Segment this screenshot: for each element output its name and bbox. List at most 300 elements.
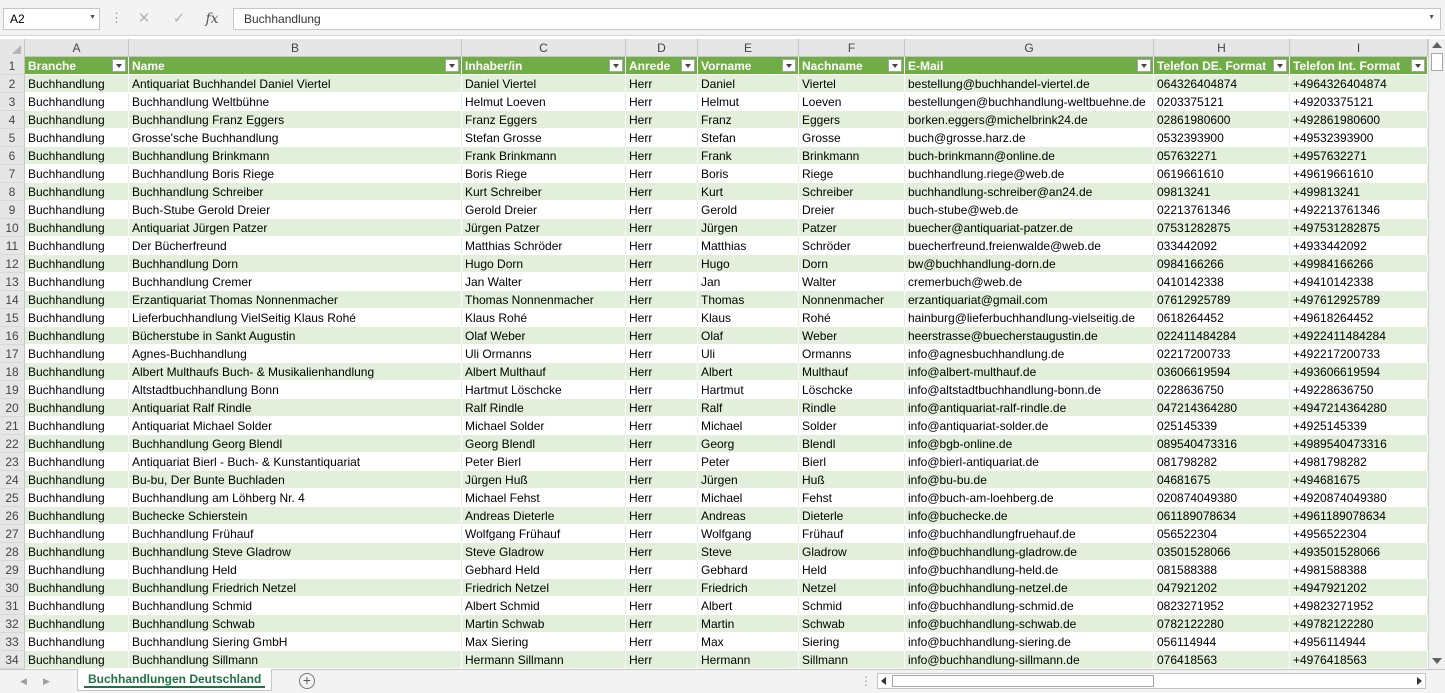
table-cell[interactable] [1154,201,1290,219]
table-cell[interactable] [626,651,698,669]
table-cell[interactable] [1154,273,1290,291]
sheet-tab-buchhandlungen[interactable]: Buchhandlungen Deutschland [77,669,272,691]
table-cell[interactable] [799,75,905,93]
table-cell[interactable] [1154,219,1290,237]
row-header[interactable]: 4 [0,111,25,129]
table-cell[interactable] [25,525,129,543]
row-header[interactable]: 33 [0,633,25,651]
header-cell[interactable] [626,57,698,75]
table-cell[interactable] [1154,255,1290,273]
table-cell[interactable] [905,327,1154,345]
check-icon[interactable]: ✓ [172,10,186,27]
table-cell[interactable] [799,129,905,147]
table-cell[interactable] [462,615,626,633]
chevron-down-icon[interactable]: ▼ [89,14,96,21]
table-cell[interactable] [698,435,799,453]
table-cell[interactable] [25,633,129,651]
table-cell[interactable] [25,471,129,489]
table-cell[interactable] [698,543,799,561]
table-cell[interactable] [1290,291,1428,309]
table-cell[interactable] [25,165,129,183]
table-cell[interactable] [1154,633,1290,651]
table-cell[interactable] [698,345,799,363]
table-cell[interactable] [626,129,698,147]
table-cell[interactable] [462,471,626,489]
table-cell[interactable] [698,471,799,489]
table-cell[interactable] [25,597,129,615]
row-header[interactable]: 26 [0,507,25,525]
table-cell[interactable] [905,129,1154,147]
table-cell[interactable] [462,327,626,345]
table-cell[interactable] [129,525,462,543]
table-cell[interactable] [462,489,626,507]
table-cell[interactable] [626,237,698,255]
table-cell[interactable] [799,309,905,327]
table-cell[interactable] [905,237,1154,255]
table-cell[interactable] [1154,345,1290,363]
filter-dropdown-icon[interactable] [112,59,126,72]
table-cell[interactable] [129,93,462,111]
table-cell[interactable] [799,201,905,219]
table-cell[interactable] [25,345,129,363]
table-cell[interactable] [129,273,462,291]
header-cell[interactable] [25,57,129,75]
table-cell[interactable] [799,273,905,291]
table-cell[interactable] [1290,561,1428,579]
table-cell[interactable] [1290,417,1428,435]
table-cell[interactable] [129,453,462,471]
table-cell[interactable] [1290,201,1428,219]
column-header-b[interactable]: B [129,39,462,57]
select-all-button[interactable] [0,39,25,57]
table-cell[interactable] [698,237,799,255]
table-cell[interactable] [698,309,799,327]
row-header[interactable]: 30 [0,579,25,597]
table-cell[interactable] [25,111,129,129]
scroll-left-icon[interactable] [881,677,886,685]
table-cell[interactable] [462,525,626,543]
table-cell[interactable] [25,489,129,507]
table-cell[interactable] [129,75,462,93]
table-cell[interactable] [129,201,462,219]
table-cell[interactable] [905,309,1154,327]
table-cell[interactable] [1154,453,1290,471]
table-cell[interactable] [25,417,129,435]
table-cell[interactable] [1290,435,1428,453]
table-cell[interactable] [1154,381,1290,399]
row-header[interactable]: 3 [0,93,25,111]
table-cell[interactable] [1290,543,1428,561]
header-cell[interactable] [698,57,799,75]
table-cell[interactable] [462,507,626,525]
table-cell[interactable] [1290,471,1428,489]
table-cell[interactable] [799,507,905,525]
table-cell[interactable] [462,75,626,93]
filter-dropdown-icon[interactable] [782,59,796,72]
table-cell[interactable] [698,93,799,111]
table-cell[interactable] [25,237,129,255]
table-cell[interactable] [129,309,462,327]
table-cell[interactable] [129,507,462,525]
table-cell[interactable] [799,471,905,489]
table-cell[interactable] [129,291,462,309]
filter-dropdown-icon[interactable] [888,59,902,72]
row-header[interactable]: 20 [0,399,25,417]
table-cell[interactable] [799,165,905,183]
table-cell[interactable] [129,435,462,453]
table-cell[interactable] [799,435,905,453]
table-cell[interactable] [905,183,1154,201]
table-cell[interactable] [626,327,698,345]
table-cell[interactable] [129,471,462,489]
table-cell[interactable] [626,615,698,633]
filter-dropdown-icon[interactable] [1411,59,1425,72]
table-cell[interactable] [905,345,1154,363]
scroll-up-icon[interactable] [1432,42,1442,48]
table-cell[interactable] [698,147,799,165]
table-cell[interactable] [1154,525,1290,543]
table-cell[interactable] [905,381,1154,399]
table-cell[interactable] [799,291,905,309]
table-cell[interactable] [462,237,626,255]
table-cell[interactable] [129,417,462,435]
row-header[interactable]: 27 [0,525,25,543]
table-cell[interactable] [129,129,462,147]
table-cell[interactable] [1154,417,1290,435]
header-cell[interactable] [129,57,462,75]
add-sheet-button[interactable]: + [299,673,315,689]
row-header[interactable]: 17 [0,345,25,363]
table-cell[interactable] [626,201,698,219]
table-cell[interactable] [462,381,626,399]
table-cell[interactable] [698,201,799,219]
table-cell[interactable] [25,219,129,237]
table-cell[interactable] [1290,363,1428,381]
table-cell[interactable] [1290,309,1428,327]
table-cell[interactable] [905,579,1154,597]
row-header[interactable]: 18 [0,363,25,381]
table-cell[interactable] [462,273,626,291]
table-cell[interactable] [1290,651,1428,669]
column-header-f[interactable]: F [799,39,905,57]
table-cell[interactable] [626,399,698,417]
table-cell[interactable] [905,255,1154,273]
table-cell[interactable] [905,165,1154,183]
table-cell[interactable] [698,111,799,129]
table-cell[interactable] [1154,93,1290,111]
table-cell[interactable] [799,417,905,435]
table-cell[interactable] [1154,543,1290,561]
table-cell[interactable] [698,129,799,147]
table-cell[interactable] [129,633,462,651]
table-cell[interactable] [25,363,129,381]
filter-dropdown-icon[interactable] [445,59,459,72]
table-cell[interactable] [905,417,1154,435]
close-icon[interactable]: ✕ [137,10,151,27]
table-cell[interactable] [698,453,799,471]
table-cell[interactable] [129,147,462,165]
scroll-down-icon[interactable] [1432,658,1442,664]
row-header[interactable]: 34 [0,651,25,669]
table-cell[interactable] [626,435,698,453]
table-cell[interactable] [25,507,129,525]
table-cell[interactable] [462,633,626,651]
table-cell[interactable] [799,651,905,669]
table-cell[interactable] [698,615,799,633]
table-cell[interactable] [626,471,698,489]
table-cell[interactable] [1154,507,1290,525]
table-cell[interactable] [799,345,905,363]
table-cell[interactable] [799,579,905,597]
table-cell[interactable] [129,381,462,399]
header-cell[interactable] [905,57,1154,75]
row-header[interactable]: 10 [0,219,25,237]
table-cell[interactable] [905,111,1154,129]
column-header-d[interactable]: D [626,39,698,57]
vertical-scrollbar[interactable] [1428,39,1445,669]
table-cell[interactable] [1154,129,1290,147]
table-cell[interactable] [462,165,626,183]
table-cell[interactable] [698,561,799,579]
header-cell[interactable] [799,57,905,75]
table-cell[interactable] [626,579,698,597]
filter-dropdown-icon[interactable] [609,59,623,72]
table-cell[interactable] [1154,237,1290,255]
table-cell[interactable] [129,111,462,129]
table-cell[interactable] [905,75,1154,93]
table-cell[interactable] [129,399,462,417]
table-cell[interactable] [799,615,905,633]
row-header[interactable]: 31 [0,597,25,615]
table-cell[interactable] [25,291,129,309]
table-cell[interactable] [25,543,129,561]
table-cell[interactable] [1154,489,1290,507]
row-header[interactable]: 6 [0,147,25,165]
table-cell[interactable] [25,273,129,291]
table-cell[interactable] [1154,615,1290,633]
table-cell[interactable] [1290,345,1428,363]
table-cell[interactable] [462,129,626,147]
table-cell[interactable] [1154,147,1290,165]
table-cell[interactable] [1290,111,1428,129]
table-cell[interactable] [1290,129,1428,147]
row-header[interactable]: 16 [0,327,25,345]
table-cell[interactable] [1290,633,1428,651]
row-header[interactable]: 15 [0,309,25,327]
chevron-down-icon[interactable]: ▼ [1428,14,1435,21]
table-cell[interactable] [626,255,698,273]
table-cell[interactable] [1290,525,1428,543]
table-cell[interactable] [129,489,462,507]
table-cell[interactable] [905,651,1154,669]
table-cell[interactable] [129,237,462,255]
column-header-h[interactable]: H [1154,39,1290,57]
table-cell[interactable] [462,183,626,201]
table-cell[interactable] [626,633,698,651]
row-header[interactable]: 23 [0,453,25,471]
table-cell[interactable] [25,183,129,201]
table-cell[interactable] [626,165,698,183]
table-cell[interactable] [1154,651,1290,669]
scroll-right-icon[interactable] [1417,677,1422,685]
table-cell[interactable] [905,219,1154,237]
horizontal-scrollbar[interactable] [877,673,1426,689]
vertical-scroll-thumb[interactable] [1431,53,1443,71]
table-cell[interactable] [462,219,626,237]
scroll-tabs-left-icon[interactable]: ◀ [20,676,27,686]
table-cell[interactable] [626,219,698,237]
table-cell[interactable] [905,633,1154,651]
table-cell[interactable] [462,435,626,453]
table-cell[interactable] [25,309,129,327]
table-cell[interactable] [626,417,698,435]
table-cell[interactable] [462,453,626,471]
table-cell[interactable] [129,165,462,183]
table-cell[interactable] [698,381,799,399]
table-cell[interactable] [462,291,626,309]
table-cell[interactable] [462,309,626,327]
table-cell[interactable] [799,255,905,273]
table-cell[interactable] [698,525,799,543]
table-cell[interactable] [698,651,799,669]
table-cell[interactable] [1154,471,1290,489]
table-cell[interactable] [799,381,905,399]
table-cell[interactable] [905,273,1154,291]
table-cell[interactable] [905,291,1154,309]
table-cell[interactable] [462,111,626,129]
table-cell[interactable] [1290,147,1428,165]
table-cell[interactable] [698,507,799,525]
table-cell[interactable] [799,561,905,579]
table-cell[interactable] [799,183,905,201]
table-cell[interactable] [25,327,129,345]
table-cell[interactable] [698,183,799,201]
table-cell[interactable] [626,597,698,615]
formula-input[interactable] [233,8,1441,30]
table-cell[interactable] [1154,399,1290,417]
table-cell[interactable] [698,417,799,435]
column-header-i[interactable]: I [1290,39,1428,57]
table-cell[interactable] [129,561,462,579]
insert-function-button[interactable]: fx [205,11,219,27]
column-header-g[interactable]: G [905,39,1154,57]
row-header[interactable]: 32 [0,615,25,633]
table-cell[interactable] [799,633,905,651]
column-header-c[interactable]: C [462,39,626,57]
table-cell[interactable] [905,471,1154,489]
table-cell[interactable] [25,579,129,597]
table-cell[interactable] [25,561,129,579]
table-cell[interactable] [1290,381,1428,399]
table-cell[interactable] [1154,579,1290,597]
table-cell[interactable] [462,345,626,363]
table-cell[interactable] [905,507,1154,525]
table-cell[interactable] [799,327,905,345]
table-cell[interactable] [462,201,626,219]
table-cell[interactable] [1290,399,1428,417]
table-cell[interactable] [25,93,129,111]
row-header[interactable]: 2 [0,75,25,93]
table-cell[interactable] [1290,183,1428,201]
table-cell[interactable] [698,633,799,651]
table-cell[interactable] [129,543,462,561]
table-cell[interactable] [698,489,799,507]
row-header[interactable]: 12 [0,255,25,273]
table-cell[interactable] [1154,75,1290,93]
table-cell[interactable] [1290,597,1428,615]
table-cell[interactable] [1290,255,1428,273]
table-cell[interactable] [698,399,799,417]
table-cell[interactable] [129,345,462,363]
table-cell[interactable] [129,219,462,237]
table-cell[interactable] [698,255,799,273]
row-header[interactable]: 7 [0,165,25,183]
filter-dropdown-icon[interactable] [1273,59,1287,72]
table-cell[interactable] [626,489,698,507]
table-cell[interactable] [626,93,698,111]
table-cell[interactable] [25,255,129,273]
table-cell[interactable] [1154,561,1290,579]
table-cell[interactable] [1154,111,1290,129]
horizontal-scroll-thumb[interactable] [892,675,1154,687]
row-header[interactable]: 22 [0,435,25,453]
table-cell[interactable] [799,525,905,543]
table-cell[interactable] [905,435,1154,453]
table-cell[interactable] [626,561,698,579]
table-cell[interactable] [799,219,905,237]
table-cell[interactable] [1290,165,1428,183]
table-cell[interactable] [1154,597,1290,615]
table-cell[interactable] [799,111,905,129]
table-cell[interactable] [626,291,698,309]
table-cell[interactable] [905,525,1154,543]
table-cell[interactable] [1290,273,1428,291]
table-cell[interactable] [462,147,626,165]
row-header[interactable]: 21 [0,417,25,435]
table-cell[interactable] [462,255,626,273]
column-header-a[interactable]: A [25,39,129,57]
table-cell[interactable] [799,363,905,381]
table-cell[interactable] [25,201,129,219]
table-cell[interactable] [1290,219,1428,237]
header-cell[interactable] [1154,57,1290,75]
table-cell[interactable] [698,363,799,381]
table-cell[interactable] [1290,93,1428,111]
table-cell[interactable] [129,183,462,201]
table-cell[interactable] [25,453,129,471]
table-cell[interactable] [25,615,129,633]
row-header[interactable]: 24 [0,471,25,489]
table-cell[interactable] [905,453,1154,471]
table-cell[interactable] [698,75,799,93]
table-cell[interactable] [626,543,698,561]
table-cell[interactable] [698,291,799,309]
row-header[interactable]: 8 [0,183,25,201]
table-cell[interactable] [799,453,905,471]
header-cell[interactable] [462,57,626,75]
row-header[interactable]: 13 [0,273,25,291]
table-cell[interactable] [905,147,1154,165]
table-cell[interactable] [905,543,1154,561]
table-cell[interactable] [462,579,626,597]
header-cell[interactable] [1290,57,1428,75]
table-cell[interactable] [626,507,698,525]
filter-dropdown-icon[interactable] [681,59,695,72]
table-cell[interactable] [462,93,626,111]
table-cell[interactable] [698,165,799,183]
row-header[interactable]: 14 [0,291,25,309]
table-cell[interactable] [905,615,1154,633]
